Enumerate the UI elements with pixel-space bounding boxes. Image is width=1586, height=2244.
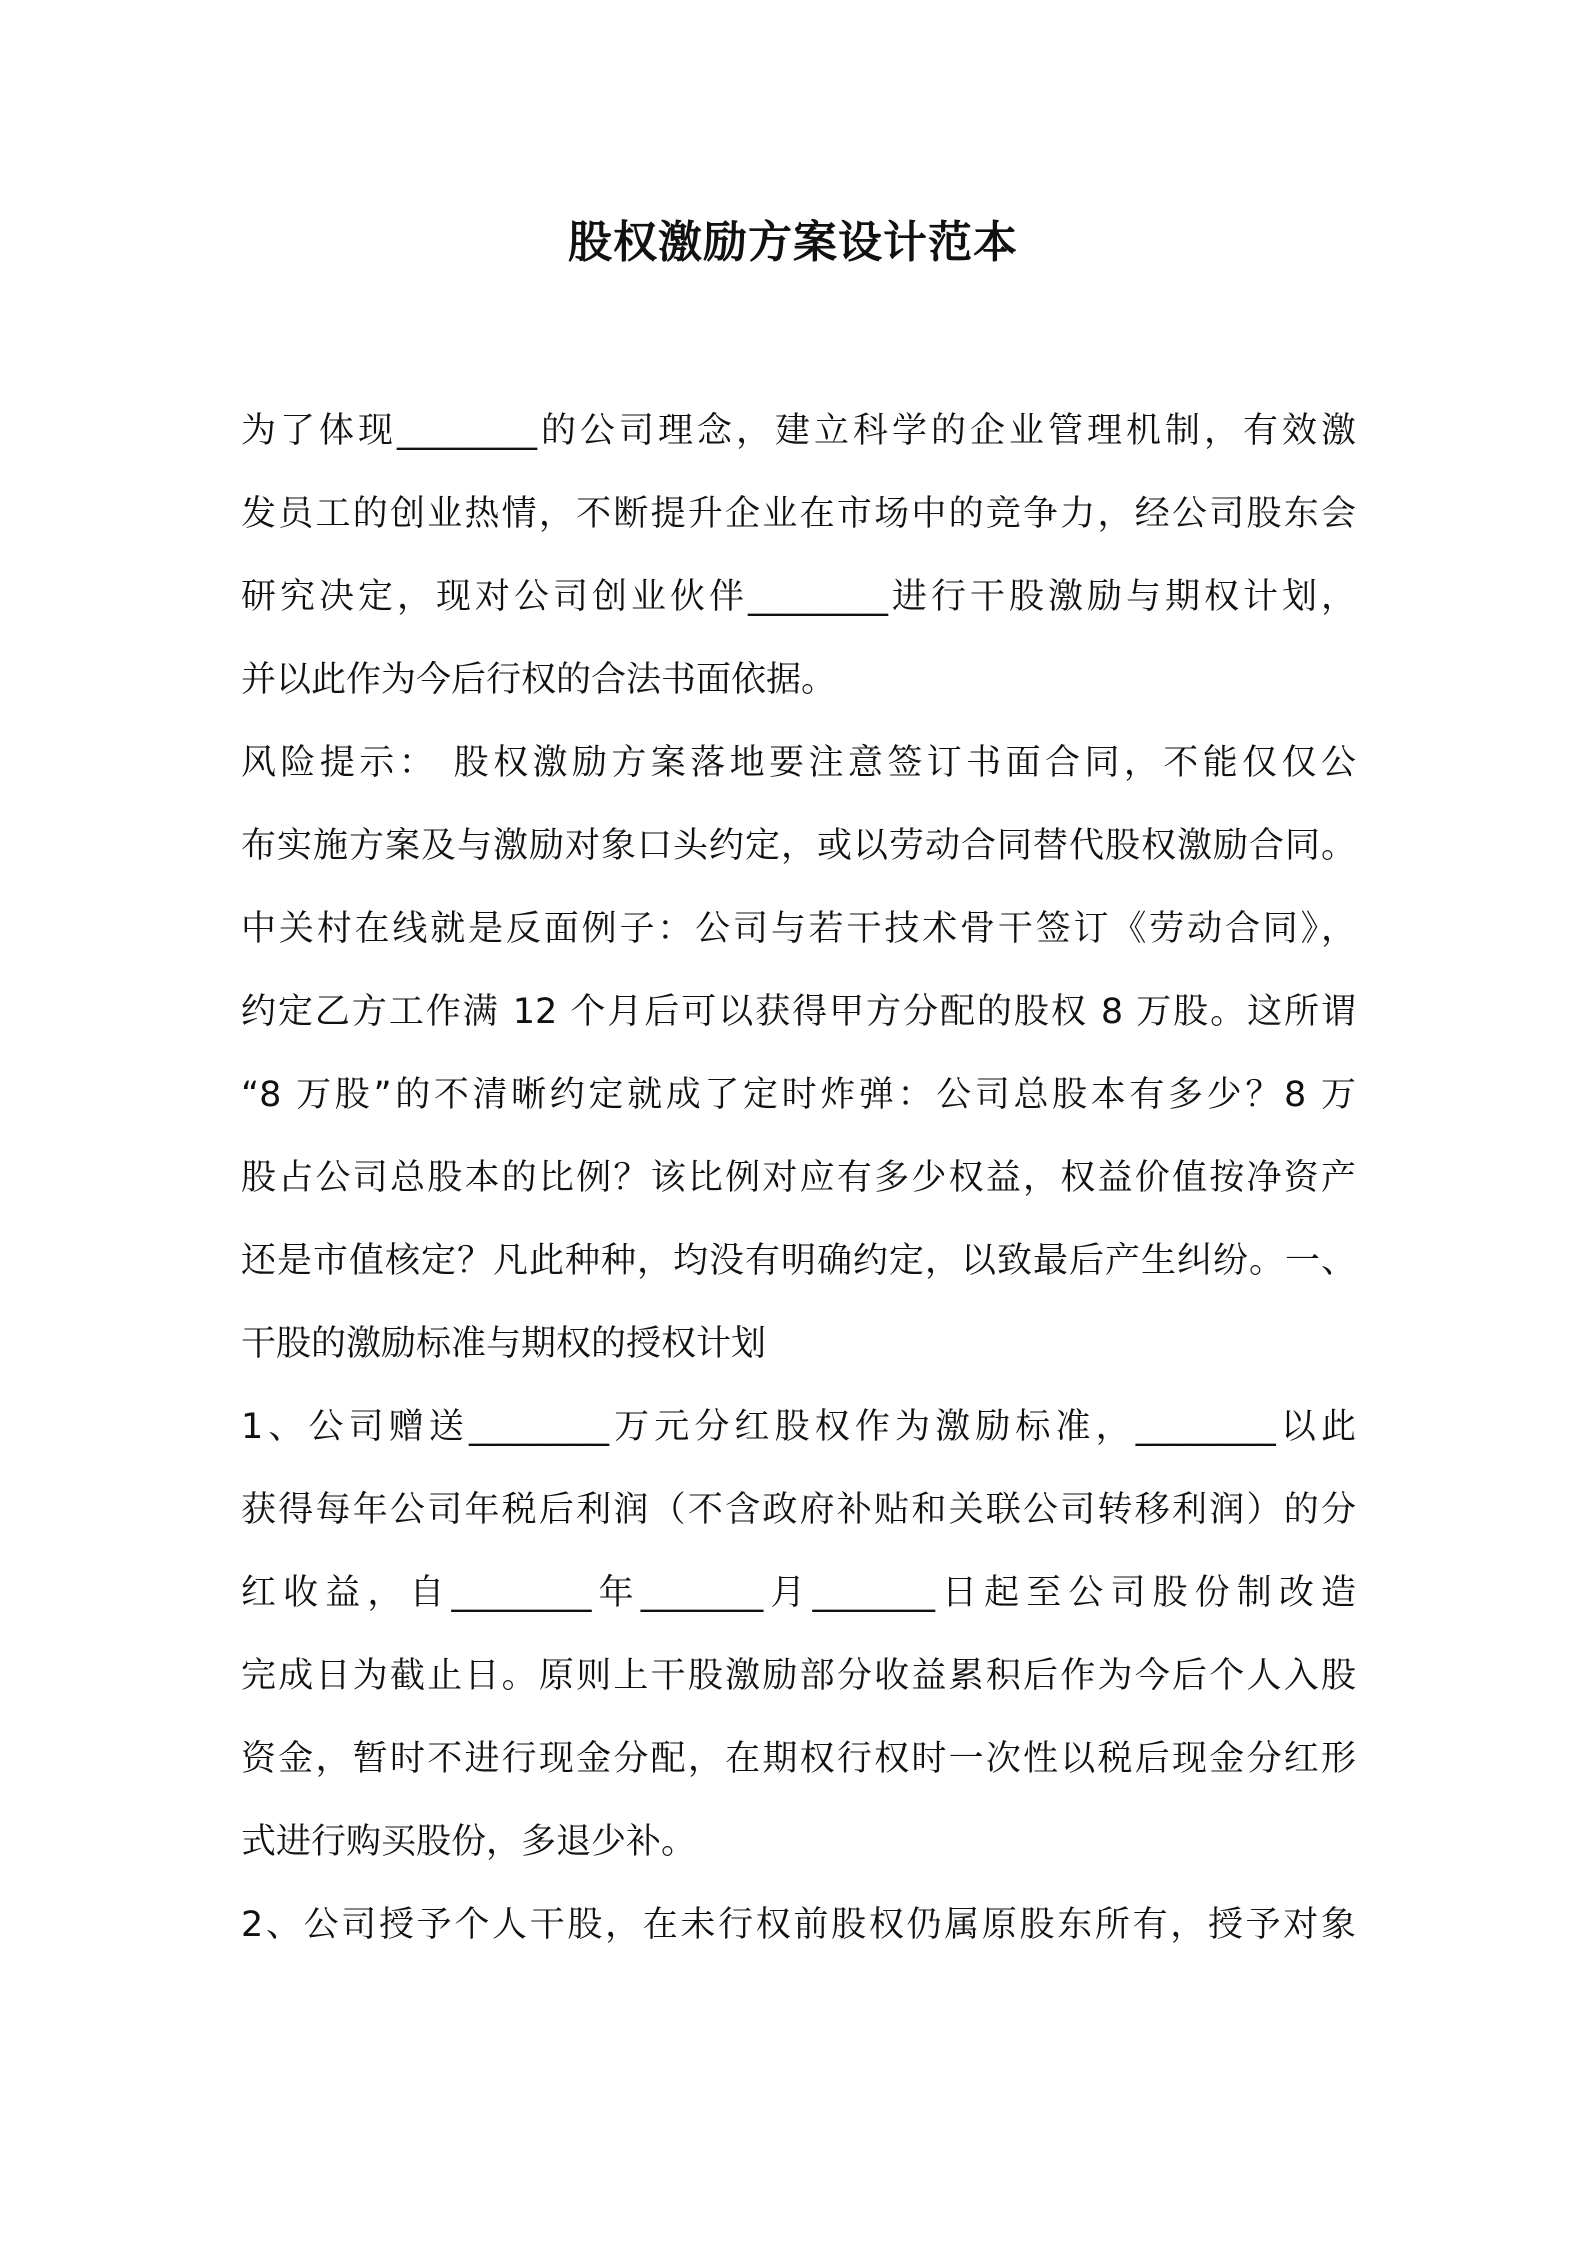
- risk-notice-line-7: 还是市值核定？凡此种种，均没有明确约定，以致最后产生纠纷。一、: [241, 1241, 1356, 1281]
- clause-1-line-4: 完成日为截止日。原则上干股激励部分收益累积后作为今后个人入股: [241, 1656, 1356, 1696]
- body-line-1: 为了体现________的公司理念，建立科学的企业管理机制，有效激: [241, 411, 1356, 451]
- body-line-3: 研究决定，现对公司创业伙伴________进行干股激励与期权计划，: [241, 577, 1356, 617]
- clause-1-line-1: 1、公司赠送________万元分红股权作为激励标准，________以此: [241, 1407, 1356, 1447]
- clause-1-line-6: 式进行购买股份，多退少补。: [241, 1822, 697, 1862]
- clause-1-line-5: 资金，暂时不进行现金分配，在期权行权时一次性以税后现金分红形: [241, 1739, 1356, 1779]
- risk-notice-line-5: “8 万股”的不清晰约定就成了定时炸弹：公司总股本有多少？8 万: [241, 1075, 1356, 1115]
- body-line-4: 并以此作为今后行权的合法书面依据。: [241, 660, 837, 700]
- body-line-2: 发员工的创业热情，不断提升企业在市场中的竞争力，经公司股东会: [241, 494, 1356, 534]
- risk-notice-line-2: 布实施方案及与激励对象口头约定，或以劳动合同替代股权激励合同。: [241, 826, 1356, 866]
- clause-1-line-2: 获得每年公司年税后利润（不含政府补贴和关联公司转移利润）的分: [241, 1490, 1356, 1530]
- clause-1-line-3: 红收益，自________年_______月_______日起至公司股份制改造: [241, 1573, 1356, 1613]
- document-title: 股权激励方案设计范本: [568, 217, 1018, 268]
- risk-notice-line-1: 风险提示： 股权激励方案落地要注意签订书面合同，不能仅仅公: [241, 743, 1356, 783]
- clause-2-line-1: 2、公司授予个人干股，在未行权前股权仍属原股东所有，授予对象: [241, 1905, 1356, 1945]
- risk-notice-line-6: 股占公司总股本的比例？该比例对应有多少权益，权益价值按净资产: [241, 1158, 1356, 1198]
- risk-notice-line-4: 约定乙方工作满 12 个月后可以获得甲方分配的股权 8 万股。这所谓: [241, 992, 1356, 1032]
- risk-notice-line-3: 中关村在线就是反面例子：公司与若干技术骨干签订《劳动合同》，: [241, 909, 1356, 949]
- section-heading-1: 干股的激励标准与期权的授权计划: [241, 1324, 767, 1364]
